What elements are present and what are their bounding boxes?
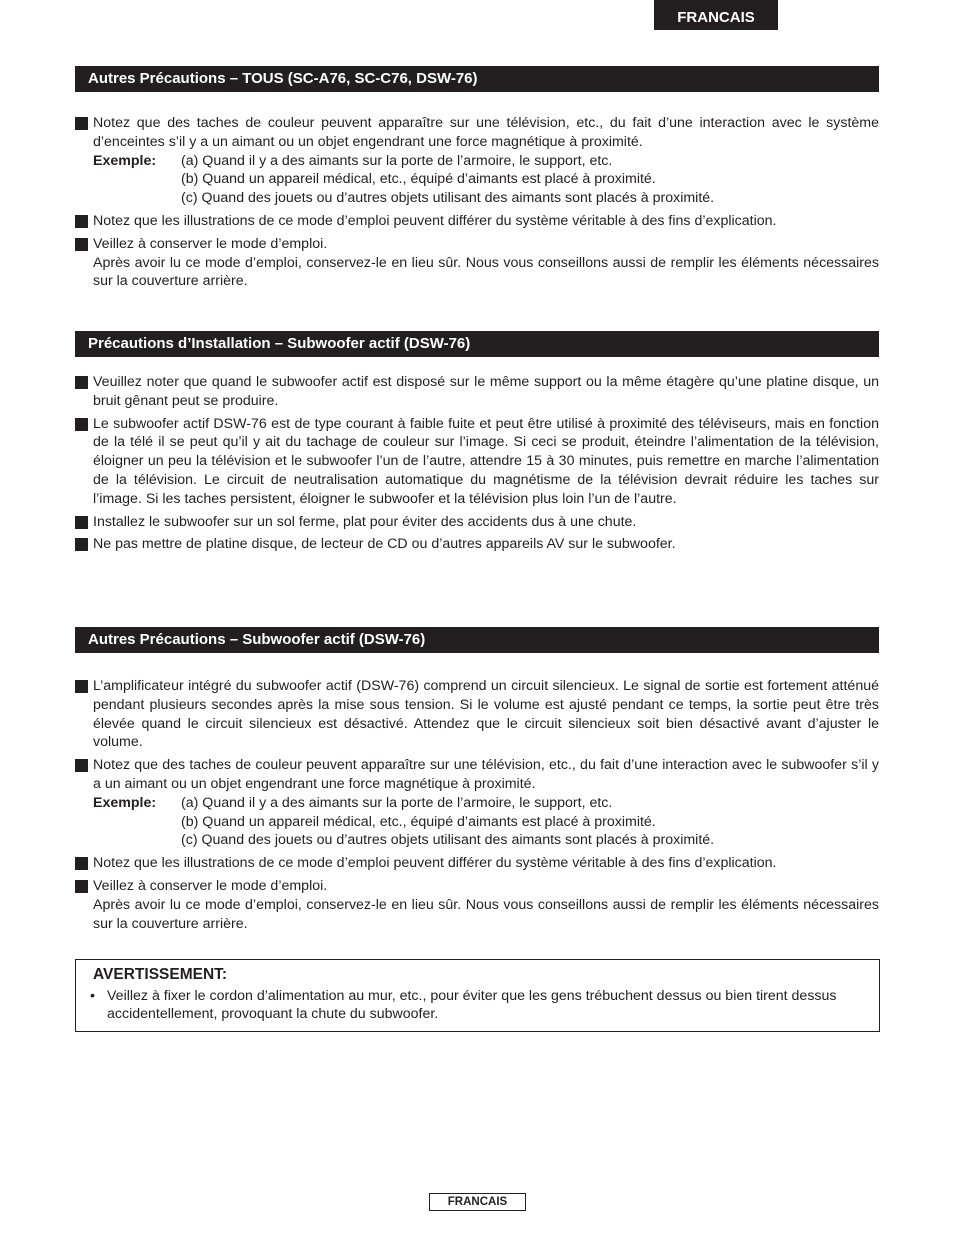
item-text: Veillez à conserver le mode d’emploi. [93, 235, 328, 252]
square-bullet-icon [75, 376, 88, 389]
square-bullet-icon [75, 759, 88, 772]
item-text: Veillez à conserver le mode d’emploi. [93, 877, 328, 894]
section-body-other-precautions-subwoofer [75, 677, 879, 937]
square-bullet-icon [75, 857, 88, 870]
warning-item [90, 987, 865, 1023]
item-text: Notez que des taches de couleur peuvent apparaître sur une télévision, etc., du fait d’une interaction avec le subwoofer s’il y a un aimant ou un objet engendrant une force magnétique à proximité. [93, 757, 879, 792]
example-label: Exemple: [93, 794, 157, 811]
example-line: (b) Quand un appareil médical, etc., équipé d’aimants est placé à proximité. [181, 813, 656, 830]
square-bullet-icon [75, 680, 88, 693]
list-item [75, 415, 879, 509]
item-text: Le subwoofer actif DSW-76 est de type courant à faible fuite et peut être utilisé à proximité des téléviseurs, mais en fonction de la télé il se peut qu’il y ait du tachage de couleur sur l’image. Si ceci se produit, éteindre l’alimentation de la télévision, éloigner un peu la télévision et le subwoofer l’un de l’autre, attendre 15 à 30 minutes, puis remettre en marche l’alimentation de la télévision. Le circuit de neutralisation automatique du magnétisme de la télévision devrait réduire les taches sur l’image. Si les taches persistent, éloigner le subwoofer et la télévision plus loin l’un de l’autre. [93, 415, 879, 507]
example-line: (c) Quand des jouets ou d’autres objets utilisant des aimants sont placés à proximité. [181, 190, 715, 207]
section-title-other-precautions-subwoofer: Autres Précautions – Subwoofer actif (DSW-76) [75, 627, 879, 653]
list-item [75, 535, 879, 554]
bullet-icon: • [90, 988, 95, 1004]
section-title-other-precautions-all: Autres Précautions – TOUS (SC-A76, SC-C76, DSW-76) [75, 66, 879, 92]
item-text-continued: Après avoir lu ce mode d’emploi, conservez-le en lieu sûr. Nous vous conseillons aussi de remplir les éléments nécessaires sur la couverture arrière. [93, 896, 879, 932]
item-text: Veuillez noter que quand le subwoofer actif est disposé sur le même support ou la même étagère qu’une platine disque, un bruit gênant peut se produire. [93, 374, 879, 409]
list-item [75, 114, 879, 208]
list-item [75, 235, 879, 291]
item-text: Notez que les illustrations de ce mode d’emploi peuvent différer du système véritable à des fins d’explication. [93, 855, 777, 872]
section-title-installation-precautions: Précautions d’Installation – Subwoofer actif (DSW-76) [75, 331, 879, 357]
section-body-installation-precautions [75, 373, 879, 558]
example-line: (a) Quand il y a des aimants sur la porte de l’armoire, le support, etc. [181, 152, 613, 169]
example-label: Exemple: [93, 152, 157, 169]
example-line: (c) Quand des jouets ou d’autres objets utilisant des aimants sont placés à proximité. [181, 832, 715, 849]
list-item [75, 854, 879, 873]
warning-title: AVERTISSEMENT: [93, 966, 228, 983]
example-line: (b) Quand un appareil médical, etc., équipé d’aimants est placé à proximité. [181, 171, 656, 188]
square-bullet-icon [75, 516, 88, 529]
item-text: Ne pas mettre de platine disque, de lecteur de CD ou d’autres appareils AV sur le subwoofer. [93, 536, 676, 553]
item-text: Notez que les illustrations de ce mode d’emploi peuvent différer du système véritable à des fins d’explication. [93, 212, 777, 229]
warning-box [75, 959, 880, 1032]
square-bullet-icon [75, 238, 88, 251]
item-text: Installez le subwoofer sur un sol ferme, plat pour éviter des accidents dus à une chute. [93, 513, 637, 530]
square-bullet-icon [75, 880, 88, 893]
language-tab: FRANCAIS [654, 0, 778, 30]
square-bullet-icon [75, 215, 88, 228]
list-item [75, 756, 879, 850]
warning-text: Veillez à fixer le cordon d’alimentation au mur, etc., pour éviter que les gens trébuchent dessus ou bien tirent dessus accidentellement, provoquant la chute du subwoofer. [107, 988, 837, 1022]
footer-language-tab: FRANCAIS [429, 1193, 526, 1211]
square-bullet-icon [75, 117, 88, 130]
item-text: Notez que des taches de couleur peuvent apparaître sur une télévision, etc., du fait d’une interaction avec le système d’enceintes s’il y a un aimant ou un objet engendrant une force magnétique à proximité. [93, 115, 879, 150]
item-text: L’amplificateur intégré du subwoofer actif (DSW-76) comprend un circuit silencieux. Le signal de sortie est fortement atténué pendant plusieurs secondes après la mise sous tension. Si le volume est ajusté pendant ce temps, la sortie peut être très élevée quand le circuit silencieux est désactivé. Attendez que le circuit silencieux soit bien désactivé avant d’ajuster le volume. [93, 678, 879, 751]
square-bullet-icon [75, 538, 88, 551]
example-block [93, 152, 879, 208]
square-bullet-icon [75, 418, 88, 431]
example-line: (a) Quand il y a des aimants sur la porte de l’armoire, le support, etc. [181, 794, 613, 811]
list-item [75, 373, 879, 411]
list-item [75, 212, 879, 231]
list-item [75, 677, 879, 752]
list-item [75, 513, 879, 532]
list-item [75, 877, 879, 933]
example-block [93, 794, 879, 850]
section-body-other-precautions-all [75, 114, 879, 295]
item-text-continued: Après avoir lu ce mode d’emploi, conservez-le en lieu sûr. Nous vous conseillons aussi de remplir les éléments nécessaires sur la couverture arrière. [93, 254, 879, 290]
